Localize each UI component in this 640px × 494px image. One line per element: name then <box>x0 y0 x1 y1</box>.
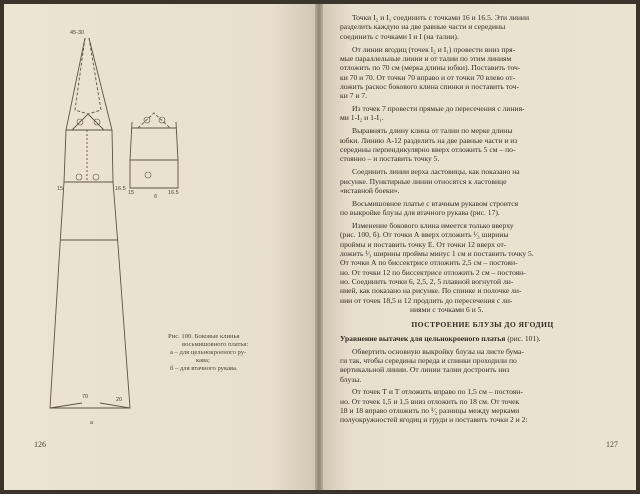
caption-line: б – для втачного рукава. <box>170 365 238 372</box>
text-line: Изменение бокового клина имеется только вверху <box>352 220 514 230</box>
text-line: полуокружностей ягодиц и груди и поставить точки 2 и 2: <box>340 415 528 425</box>
point-marker <box>94 119 100 125</box>
text-line: Обвертить основную выкройку блузы на листе бума- <box>352 346 524 356</box>
caption-line: а – для цельнокроеного ру- <box>170 349 247 356</box>
paragraph <box>340 221 625 314</box>
wedge-a-outline <box>50 38 130 408</box>
text-line: по выкройке блузы для втачного рукава (рис. 17). <box>340 208 500 218</box>
paragraph <box>340 126 625 163</box>
fig-label-b: б <box>154 194 158 200</box>
paragraph <box>340 13 625 41</box>
point-marker <box>145 172 151 178</box>
text-line: ги так, чтобы середины переда и спинки проходили по <box>340 355 517 365</box>
figure-caption <box>168 333 298 373</box>
text-line: От точек Т и Т отложить вправо по 1,5 см – постоян- <box>352 387 523 397</box>
section-heading: ПОСТРОЕНИЕ БЛУЗЫ ДО ЯГОДИЦ <box>411 320 554 330</box>
fig-label-165: 16.5 <box>115 186 126 192</box>
text-line: но. Соединить точки 6, 2,5, 2, 5 плавной вогнутой ли- <box>340 276 514 286</box>
page-number-right: 127 <box>606 440 618 449</box>
text-line: Точки I₂ и I₁ соединить с точками 16 и 16.5. Эти линии <box>352 13 530 22</box>
text-line: рисунке. Пунктирные линии относятся к ластовице <box>340 176 507 186</box>
text-line: блузы. <box>340 374 362 384</box>
right-page-text <box>340 13 625 428</box>
subheading: Уравнение вытачек для цельнокроеного платья <box>340 333 506 343</box>
text-line: вертикальной линии. От линии талии достроить низ <box>340 365 510 375</box>
paragraph <box>340 45 625 101</box>
paragraph <box>340 347 625 384</box>
caption-line: восьмишовного платья: <box>182 341 249 348</box>
text-line: нии от точек 18,5 и 12 продлить до пересечения с ли- <box>340 295 513 305</box>
point-marker <box>93 174 99 180</box>
text-line: отложить по 70 см (мерка длины юбки). Поставить точ- <box>340 63 521 73</box>
fig-label-15b: 15 <box>128 190 135 196</box>
text-line: стоянно – и поставить точку 5. <box>340 154 440 164</box>
text-line: 18 и 18 вправо отложить по ¹⁄₂ разницы между мерками <box>340 406 520 416</box>
text-line: ложить раскос бокового клина спинки и поставить точ- <box>340 81 519 91</box>
text-line: ки 7 и 7. <box>340 91 368 101</box>
fig-label-a: а <box>90 420 94 426</box>
text-line: От точки А по биссектрисе отложить 2,5 см – постоян- <box>340 258 518 268</box>
text-line: но. От точки 12 по биссектрисе отложить 2 см – постоян- <box>340 267 526 277</box>
text-line: нией, как показано на рисунке. По спинке и полочке ли- <box>340 286 522 296</box>
caption-line: кава; <box>196 357 210 364</box>
wedge-a-dash <box>75 38 101 114</box>
text-line: ки 70 и 70. От точки 70 вправо и от точки 70 влево от- <box>340 72 516 82</box>
text-line: середины перпендикулярно вверх отложить 5 см – по- <box>340 144 516 154</box>
text-line: (рис. 100, б). От точки А вверх отложить ¹⁄₃ ширины <box>340 230 509 240</box>
fig-label-165b: 16.5 <box>168 190 179 196</box>
text-line: но. От точек 1,5 и 1,5 вниз отложить по 18 см. От точек <box>340 396 520 406</box>
wedge-a-hem-left <box>50 403 82 408</box>
paragraph <box>340 199 625 218</box>
fig-label-top: 45-30 <box>70 30 85 36</box>
paragraph <box>340 104 625 123</box>
fig-label-70: 70 <box>82 394 89 400</box>
text-line: Из точек 7 провести прямые до пересечения с линия- <box>352 104 525 114</box>
text-line: проймы и поставить точку Е. От точки 12 вверх от- <box>340 239 507 249</box>
text-line: ложить ¹⁄₃ ширины проймы минус 1 см и поставить точку 5. <box>340 248 534 258</box>
text-line: Восьмишовное платье с втачным рукавом строится <box>352 198 519 208</box>
subheading-line <box>340 334 625 343</box>
caption-line: Рис. 100. Боковые клинья <box>168 333 240 340</box>
text-line: мые параллельные линии и от талии по этим линиям <box>340 53 512 63</box>
text-line: Соединить линии верха ластовицы, как показано на <box>352 167 520 177</box>
text-line: ниями с точками 6 и 5. <box>410 304 484 314</box>
paragraph <box>340 387 625 424</box>
paragraph <box>340 334 625 343</box>
page-number-left: 126 <box>34 440 46 449</box>
fig-label-20: 20 <box>116 397 123 403</box>
text-line: юбки. Линию А-12 разделить на две равные части и из <box>340 135 518 145</box>
wedge-b-outline <box>130 122 178 188</box>
text-line: Выравнять длину клина от талии по мерке длины <box>352 126 513 136</box>
text-line: разделить каждую на две равные части и середины <box>340 22 506 32</box>
fig-label-15: 15 <box>57 186 64 192</box>
text-line: От линии ягодиц (точек I₂ и I₁) провести вниз пря- <box>352 44 516 54</box>
text-line: соединить с точками I и I (на талии). <box>340 31 459 41</box>
text-line: ми 1-I₂ и 1-I₁. <box>340 113 384 123</box>
text-line: «вставной боеки». <box>340 185 400 195</box>
wedge-a-hem-right <box>100 403 130 408</box>
paragraph <box>340 167 625 195</box>
point-marker <box>76 174 82 180</box>
subheading-ref: (рис. 101). <box>507 333 541 343</box>
